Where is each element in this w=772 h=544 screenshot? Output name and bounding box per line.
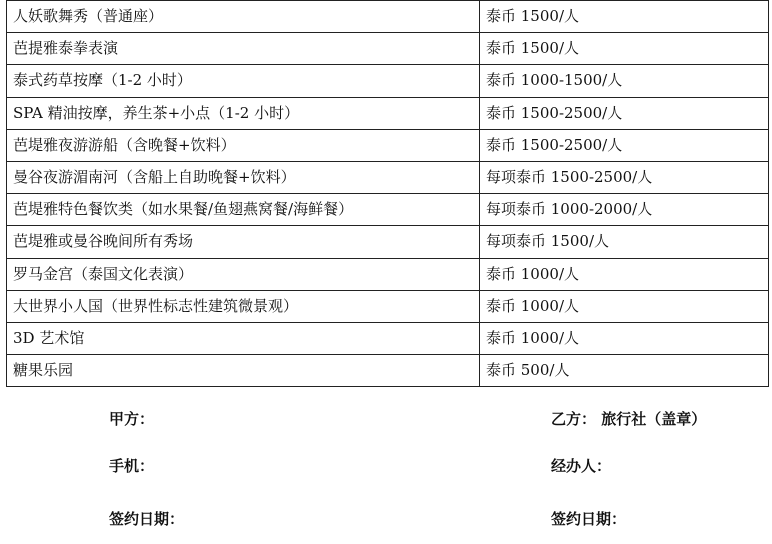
table-row [7,97,769,129]
phone-label: 手机： [109,457,155,475]
price-cell: 泰币 1500-2500/人 [480,129,769,161]
item-cell: 芭堤雅夜游游船（含晚餐+饮料） [7,129,480,161]
price-cell: 泰币 1500/人 [480,1,769,33]
item-cell: 人妖歌舞秀（普通座） [7,1,480,33]
table-row [7,129,769,161]
item-cell: 曼谷夜游湄南河（含船上自助晚餐+饮料） [7,161,480,193]
item-cell: 芭堤雅特色餐饮类（如水果餐/鱼翅燕窝餐/海鲜餐） [7,194,480,226]
price-cell: 泰币 1000/人 [480,290,769,322]
table-body [7,1,769,387]
price-table [6,0,769,387]
item-cell: 罗马金宫（泰国文化表演） [7,258,480,290]
price-cell: 每项泰币 1500-2500/人 [480,161,769,193]
price-cell: 泰币 1000/人 [480,258,769,290]
party-b-label: 乙方： 旅行社（盖章） [551,410,707,428]
table-row [7,1,769,33]
item-cell: 大世界小人国（世界性标志性建筑微景观） [7,290,480,322]
price-cell: 泰币 1000-1500/人 [480,65,769,97]
item-cell: 糖果乐园 [7,355,480,387]
table-row [7,322,769,354]
table-row [7,355,769,387]
price-cell: 每项泰币 1500/人 [480,226,769,258]
table-row [7,258,769,290]
price-cell: 泰币 1000/人 [480,322,769,354]
item-cell: 芭提雅泰拳表演 [7,33,480,65]
item-cell: 芭堤雅或曼谷晚间所有秀场 [7,226,480,258]
table-row [7,65,769,97]
price-cell: 泰币 1500-2500/人 [480,97,769,129]
handler-label: 经办人： [551,457,612,475]
price-cell: 泰币 1500/人 [480,33,769,65]
item-cell: SPA 精油按摩，养生茶+小点（1-2 小时） [7,97,480,129]
price-cell: 泰币 500/人 [480,355,769,387]
price-cell: 每项泰币 1000-2000/人 [480,194,769,226]
table-row [7,290,769,322]
table-row [7,194,769,226]
table-row [7,33,769,65]
sign-date-a-label: 签约日期： [109,510,185,528]
party-a-label: 甲方： [109,410,155,428]
table-row [7,161,769,193]
item-cell: 3D 艺术馆 [7,322,480,354]
sign-date-b-label: 签约日期： [551,510,627,528]
item-cell: 泰式药草按摩（1-2 小时） [7,65,480,97]
table-row [7,226,769,258]
